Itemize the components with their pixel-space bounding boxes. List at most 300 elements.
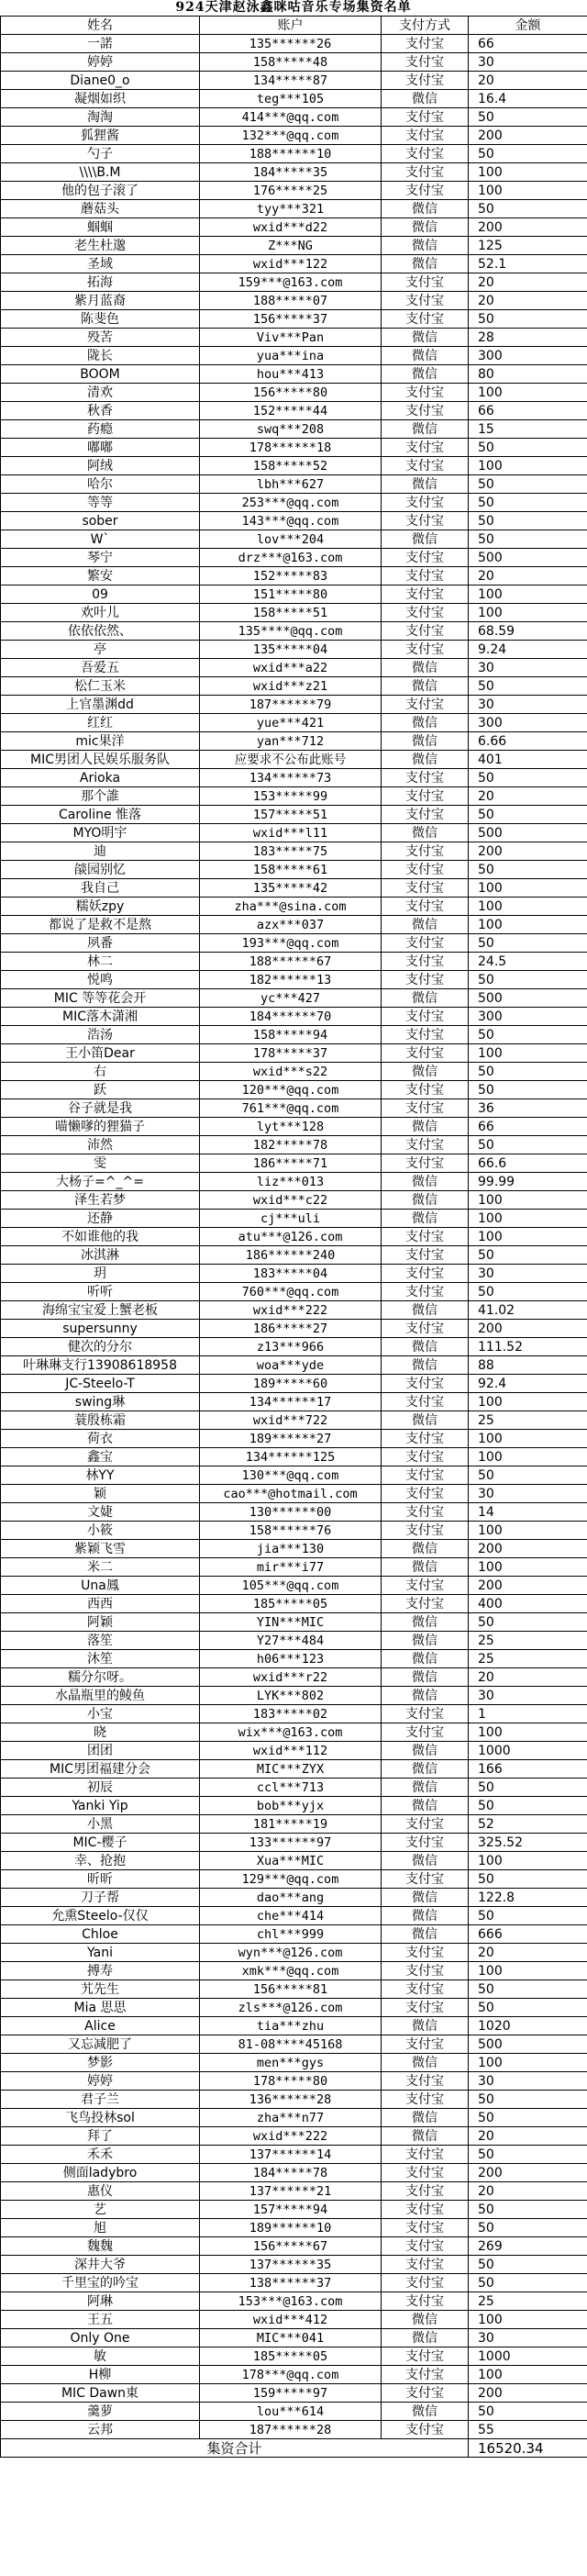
header-name: 姓名: [1, 17, 200, 35]
account-cell: 178*****80: [200, 2072, 382, 2091]
table-row: [1, 898, 587, 916]
name-cell: Only One: [1, 2329, 200, 2347]
payment-cell: 支付宝: [382, 953, 469, 971]
payment-cell: 微信: [382, 916, 469, 934]
table-row: [1, 2017, 587, 2035]
amount-cell: 1: [469, 1705, 587, 1723]
table-row: [1, 2072, 587, 2091]
name-cell: 敏: [1, 2347, 200, 2366]
table-row: [1, 2421, 587, 2439]
account-cell: 184******70: [200, 1008, 382, 1026]
payment-cell: 支付宝: [382, 641, 469, 659]
table-row: [1, 1613, 587, 1632]
payment-cell: 支付宝: [382, 2201, 469, 2219]
amount-cell: 100: [469, 1522, 587, 1540]
amount-cell: 100: [469, 1191, 587, 1210]
payment-cell: 支付宝: [382, 1320, 469, 1338]
account-cell: wxid***222: [200, 1301, 382, 1320]
amount-cell: 20: [469, 72, 587, 90]
name-cell: 禾禾: [1, 2146, 200, 2164]
payment-cell: 微信: [382, 1173, 469, 1191]
payment-cell: 支付宝: [382, 2274, 469, 2292]
payment-cell: 支付宝: [382, 971, 469, 989]
table-row: [1, 1485, 587, 1503]
name-cell: 等等: [1, 494, 200, 512]
payment-cell: 支付宝: [382, 384, 469, 402]
payment-cell: 支付宝: [382, 1503, 469, 1522]
amount-cell: 41.02: [469, 1301, 587, 1320]
payment-cell: 支付宝: [382, 2256, 469, 2274]
table-row: [1, 53, 587, 72]
account-cell: 应要求不公布此账号: [200, 751, 382, 769]
account-cell: zha***n77: [200, 2109, 382, 2127]
name-cell: 一諾: [1, 35, 200, 53]
amount-cell: 100: [469, 1044, 587, 1063]
account-cell: 189******27: [200, 1430, 382, 1448]
table-row: [1, 384, 587, 402]
account-cell: 184*****78: [200, 2164, 382, 2182]
table-row: [1, 2274, 587, 2292]
payment-cell: 支付宝: [382, 1430, 469, 1448]
amount-cell: 66: [469, 402, 587, 420]
payment-cell: 支付宝: [382, 1008, 469, 1026]
amount-cell: 80: [469, 365, 587, 384]
table-row: [1, 2292, 587, 2311]
account-cell: 157*****94: [200, 2201, 382, 2219]
amount-cell: 100: [469, 1228, 587, 1246]
account-cell: MIC***041: [200, 2329, 382, 2347]
table-row: [1, 677, 587, 696]
name-cell: 艺: [1, 2201, 200, 2219]
name-cell: 旭: [1, 2219, 200, 2237]
table-row: [1, 2091, 587, 2109]
table-row: [1, 2256, 587, 2274]
table-row: [1, 200, 587, 218]
amount-cell: 50: [469, 1779, 587, 1797]
account-cell: liz***013: [200, 1173, 382, 1191]
account-cell: 156*****37: [200, 310, 382, 329]
table-row: [1, 1228, 587, 1246]
account-cell: atu***@126.com: [200, 1228, 382, 1246]
table-row: [1, 2366, 587, 2384]
table-row: [1, 310, 587, 329]
amount-cell: 30: [469, 1485, 587, 1503]
payment-cell: 微信: [382, 714, 469, 732]
amount-cell: 122.8: [469, 1889, 587, 1907]
account-cell: 183*****02: [200, 1705, 382, 1723]
table-row: [1, 659, 587, 677]
payment-cell: 微信: [382, 2127, 469, 2146]
account-cell: yc***427: [200, 989, 382, 1008]
amount-cell: 111.52: [469, 1338, 587, 1356]
table-row: [1, 494, 587, 512]
name-cell: 09: [1, 585, 200, 604]
name-cell: 红红: [1, 714, 200, 732]
payment-cell: 微信: [382, 2403, 469, 2421]
payment-cell: 支付宝: [382, 2421, 469, 2439]
name-cell: Chloe: [1, 1925, 200, 1944]
table-row: [1, 127, 587, 145]
name-cell: 糯分尔呀。: [1, 1668, 200, 1687]
payment-cell: 微信: [382, 659, 469, 677]
account-cell: 158*****52: [200, 457, 382, 475]
table-row: [1, 2347, 587, 2366]
amount-cell: 66: [469, 35, 587, 53]
amount-cell: 30: [469, 1265, 587, 1283]
account-cell: 186*****27: [200, 1320, 382, 1338]
table-row: [1, 1265, 587, 1283]
payment-cell: 微信: [382, 255, 469, 273]
table-row: [1, 1540, 587, 1558]
payment-cell: 支付宝: [382, 1522, 469, 1540]
account-cell: 186*****71: [200, 1154, 382, 1173]
payment-cell: 支付宝: [382, 2219, 469, 2237]
name-cell: 飞鸟投林sol: [1, 2109, 200, 2127]
payment-cell: 支付宝: [382, 1026, 469, 1044]
table-row: [1, 347, 587, 365]
account-cell: jia***130: [200, 1540, 382, 1558]
account-cell: 156*****81: [200, 1980, 382, 1999]
name-cell: Una鳳: [1, 1577, 200, 1595]
amount-cell: 99.99: [469, 1173, 587, 1191]
payment-cell: 支付宝: [382, 879, 469, 898]
payment-cell: 支付宝: [382, 1980, 469, 1999]
table-row: [1, 1723, 587, 1742]
name-cell: 还静: [1, 1210, 200, 1228]
table-row: [1, 1008, 587, 1026]
amount-cell: 100: [469, 1393, 587, 1411]
account-cell: yua***ina: [200, 347, 382, 365]
account-cell: 178*****37: [200, 1044, 382, 1063]
name-cell: 健次的分尔: [1, 1338, 200, 1356]
name-cell: 婷婷: [1, 2072, 200, 2091]
payment-cell: 微信: [382, 1925, 469, 1944]
table-row: [1, 1411, 587, 1430]
name-cell: W`: [1, 530, 200, 549]
amount-cell: 200: [469, 1540, 587, 1558]
name-cell: 梦影: [1, 2054, 200, 2072]
amount-cell: 100: [469, 879, 587, 898]
table-row: [1, 824, 587, 842]
amount-cell: 50: [469, 1980, 587, 1999]
table-row: [1, 1834, 587, 1852]
name-cell: 陇长: [1, 347, 200, 365]
payment-cell: 支付宝: [382, 512, 469, 530]
amount-cell: 100: [469, 604, 587, 622]
name-cell: 雯: [1, 1154, 200, 1173]
table-row: [1, 2109, 587, 2127]
table-row: [1, 1246, 587, 1265]
account-cell: chl***999: [200, 1925, 382, 1944]
name-cell: 蓑殷栋霜: [1, 1411, 200, 1430]
name-cell: 凝烟如织: [1, 90, 200, 108]
amount-cell: 1000: [469, 1742, 587, 1760]
account-cell: 120***@qq.com: [200, 1081, 382, 1099]
name-cell: MIC男团福建分会: [1, 1760, 200, 1779]
account-cell: 159***@163.com: [200, 273, 382, 292]
payment-cell: 微信: [382, 1668, 469, 1687]
payment-cell: 微信: [382, 1742, 469, 1760]
table-row: [1, 237, 587, 255]
account-cell: 132***@qq.com: [200, 127, 382, 145]
table-row: [1, 439, 587, 457]
account-cell: 135*****42: [200, 879, 382, 898]
account-cell: 253***@qq.com: [200, 494, 382, 512]
amount-cell: 50: [469, 439, 587, 457]
table-row: [1, 2329, 587, 2347]
account-cell: 134******17: [200, 1393, 382, 1411]
table-row: [1, 1760, 587, 1779]
table-row: [1, 769, 587, 787]
payment-cell: 微信: [382, 1632, 469, 1650]
amount-cell: 100: [469, 1962, 587, 1980]
amount-cell: 14: [469, 1503, 587, 1522]
table-row: [1, 1962, 587, 1980]
table-row: [1, 1797, 587, 1815]
name-cell: 叶琳琳支行13908618958: [1, 1356, 200, 1375]
name-cell: 清欢: [1, 384, 200, 402]
name-cell: 艽先生: [1, 1980, 200, 1999]
table-row: [1, 1595, 587, 1613]
table-row: [1, 696, 587, 714]
account-cell: wxid***z21: [200, 677, 382, 696]
name-cell: \\\\B.M: [1, 163, 200, 182]
account-cell: 130******00: [200, 1503, 382, 1522]
account-cell: tia***zhu: [200, 2017, 382, 2035]
payment-cell: 微信: [382, 677, 469, 696]
amount-cell: 50: [469, 2403, 587, 2421]
amount-cell: 166: [469, 1760, 587, 1779]
table-row: [1, 585, 587, 604]
table-row: [1, 1889, 587, 1907]
payment-cell: 支付宝: [382, 1944, 469, 1962]
account-cell: h06***123: [200, 1650, 382, 1668]
table-row: [1, 2403, 587, 2421]
header-account: 账户: [200, 17, 382, 35]
payment-cell: 支付宝: [382, 182, 469, 200]
payment-cell: 微信: [382, 1650, 469, 1668]
table-row: [1, 1356, 587, 1375]
table-row: [1, 879, 587, 898]
amount-cell: 50: [469, 1797, 587, 1815]
payment-cell: 支付宝: [382, 2146, 469, 2164]
name-cell: 琴宁: [1, 549, 200, 567]
name-cell: 喵懒嗲的狸猫子: [1, 1118, 200, 1136]
table-row: [1, 35, 587, 53]
account-cell: 153***@163.com: [200, 2292, 382, 2311]
name-cell: 米二: [1, 1558, 200, 1577]
name-cell: 冰淇淋: [1, 1246, 200, 1265]
amount-cell: 100: [469, 1558, 587, 1577]
payment-cell: 支付宝: [382, 2164, 469, 2182]
table-row: [1, 1393, 587, 1411]
table-row: [1, 2311, 587, 2329]
account-cell: 135****@qq.com: [200, 622, 382, 641]
table-row: [1, 1503, 587, 1522]
name-cell: 欢叶儿: [1, 604, 200, 622]
account-cell: 188******10: [200, 145, 382, 163]
name-cell: 陈斐色: [1, 310, 200, 329]
payment-cell: 支付宝: [382, 622, 469, 641]
table-row: [1, 989, 587, 1008]
amount-cell: 20: [469, 1668, 587, 1687]
name-cell: 上官墨渊dd: [1, 696, 200, 714]
payment-cell: 支付宝: [382, 1870, 469, 1889]
table-row: [1, 1687, 587, 1705]
payment-cell: 微信: [382, 1411, 469, 1430]
name-cell: 昕昕: [1, 1870, 200, 1889]
table-row: [1, 2035, 587, 2054]
name-cell: 圣域: [1, 255, 200, 273]
table-row: [1, 1944, 587, 1962]
payment-cell: 微信: [382, 365, 469, 384]
name-cell: swing琳: [1, 1393, 200, 1411]
name-cell: supersunny: [1, 1320, 200, 1338]
amount-cell: 50: [469, 2091, 587, 2109]
name-cell: 鑫宝: [1, 1448, 200, 1466]
amount-cell: 300: [469, 714, 587, 732]
payment-cell: 支付宝: [382, 1246, 469, 1265]
name-cell: 大杨子=^_^=: [1, 1173, 200, 1191]
amount-cell: 50: [469, 1283, 587, 1301]
name-cell: 海绵宝宝爱上蟹老板: [1, 1301, 200, 1320]
payment-cell: 微信: [382, 989, 469, 1008]
account-cell: 158*****51: [200, 604, 382, 622]
payment-cell: 微信: [382, 2311, 469, 2329]
payment-cell: 支付宝: [382, 1595, 469, 1613]
account-cell: 178***@qq.com: [200, 2366, 382, 2384]
payment-cell: 支付宝: [382, 1393, 469, 1411]
table-row: [1, 971, 587, 989]
amount-cell: 50: [469, 494, 587, 512]
account-cell: 181*****19: [200, 1815, 382, 1834]
amount-cell: 50: [469, 1026, 587, 1044]
table-row: [1, 604, 587, 622]
table-row: [1, 2201, 587, 2219]
name-cell: Alice: [1, 2017, 200, 2035]
account-cell: 187******79: [200, 696, 382, 714]
account-cell: wxid***722: [200, 1411, 382, 1430]
account-cell: 189*****60: [200, 1375, 382, 1393]
payment-cell: 支付宝: [382, 2384, 469, 2403]
payment-cell: 微信: [382, 2329, 469, 2347]
account-cell: wxid***c22: [200, 1191, 382, 1210]
payment-cell: 支付宝: [382, 585, 469, 604]
table-row: [1, 842, 587, 861]
payment-cell: 支付宝: [382, 567, 469, 585]
amount-cell: 66.6: [469, 1154, 587, 1173]
payment-cell: 微信: [382, 90, 469, 108]
payment-cell: 支付宝: [382, 402, 469, 420]
name-cell: H柳: [1, 2366, 200, 2384]
payment-cell: 支付宝: [382, 1815, 469, 1834]
account-cell: 153*****99: [200, 787, 382, 806]
amount-cell: 125: [469, 237, 587, 255]
name-cell: MIC男团人民娱乐服务队: [1, 751, 200, 769]
name-cell: 拜了: [1, 2127, 200, 2146]
amount-cell: 50: [469, 1063, 587, 1081]
name-cell: 千里宝的吟宝: [1, 2274, 200, 2292]
name-cell: 我自己: [1, 879, 200, 898]
table-row: [1, 530, 587, 549]
payment-cell: 支付宝: [382, 769, 469, 787]
table-row: [1, 1522, 587, 1540]
name-cell: 王小笛Dear: [1, 1044, 200, 1063]
name-cell: 谷子就是我: [1, 1099, 200, 1118]
table-row: [1, 1907, 587, 1925]
account-cell: bob***yjx: [200, 1797, 382, 1815]
account-cell: 414***@qq.com: [200, 108, 382, 127]
table-row: [1, 916, 587, 934]
amount-cell: 50: [469, 1081, 587, 1099]
account-cell: yue***421: [200, 714, 382, 732]
name-cell: 夙番: [1, 934, 200, 953]
name-cell: 荷衣: [1, 1430, 200, 1448]
page-title: 924天津赵泳鑫咪咕音乐专场集资名单: [175, 0, 412, 15]
account-cell: lou***614: [200, 2403, 382, 2421]
payment-cell: 支付宝: [382, 604, 469, 622]
account-cell: Viv***Pan: [200, 329, 382, 347]
table-row: [1, 1210, 587, 1228]
table-row: [1, 90, 587, 108]
amount-cell: 28: [469, 329, 587, 347]
name-cell: MIC Dawn東: [1, 2384, 200, 2403]
amount-cell: 100: [469, 163, 587, 182]
table-row: [1, 1577, 587, 1595]
payment-cell: 微信: [382, 237, 469, 255]
payment-cell: 微信: [382, 2054, 469, 2072]
payment-cell: 微信: [382, 1356, 469, 1375]
account-cell: swq***208: [200, 420, 382, 439]
amount-cell: 15: [469, 420, 587, 439]
amount-cell: 30: [469, 2329, 587, 2347]
account-cell: woa***yde: [200, 1356, 382, 1375]
amount-cell: 200: [469, 2164, 587, 2182]
amount-cell: 100: [469, 916, 587, 934]
account-cell: 158*****61: [200, 861, 382, 879]
account-cell: hou***413: [200, 365, 382, 384]
amount-cell: 30: [469, 53, 587, 72]
amount-cell: 100: [469, 384, 587, 402]
payment-cell: 微信: [382, 1779, 469, 1797]
payment-cell: 支付宝: [382, 2035, 469, 2054]
account-cell: 134******73: [200, 769, 382, 787]
name-cell: 秋香: [1, 402, 200, 420]
account-cell: 137******35: [200, 2256, 382, 2274]
name-cell: Caroline 惟落: [1, 806, 200, 824]
amount-cell: 16.4: [469, 90, 587, 108]
name-cell: 初辰: [1, 1779, 200, 1797]
name-cell: 阿琳: [1, 2292, 200, 2311]
account-cell: 143***@qq.com: [200, 512, 382, 530]
name-cell: 西西: [1, 1595, 200, 1613]
payment-cell: 支付宝: [382, 53, 469, 72]
account-cell: drz***@163.com: [200, 549, 382, 567]
payment-cell: 微信: [382, 329, 469, 347]
table-row: [1, 751, 587, 769]
payment-cell: 支付宝: [382, 273, 469, 292]
name-cell: 玥: [1, 1265, 200, 1283]
account-cell: wxid***s22: [200, 1063, 382, 1081]
name-cell: Yanki Yip: [1, 1797, 200, 1815]
total-value: 16520.34: [469, 2439, 587, 2458]
name-cell: 侧面ladybro: [1, 2164, 200, 2182]
amount-cell: 20: [469, 2127, 587, 2146]
name-cell: 勺子: [1, 145, 200, 163]
amount-cell: 100: [469, 585, 587, 604]
amount-cell: 92.4: [469, 1375, 587, 1393]
account-cell: wxid***l11: [200, 824, 382, 842]
